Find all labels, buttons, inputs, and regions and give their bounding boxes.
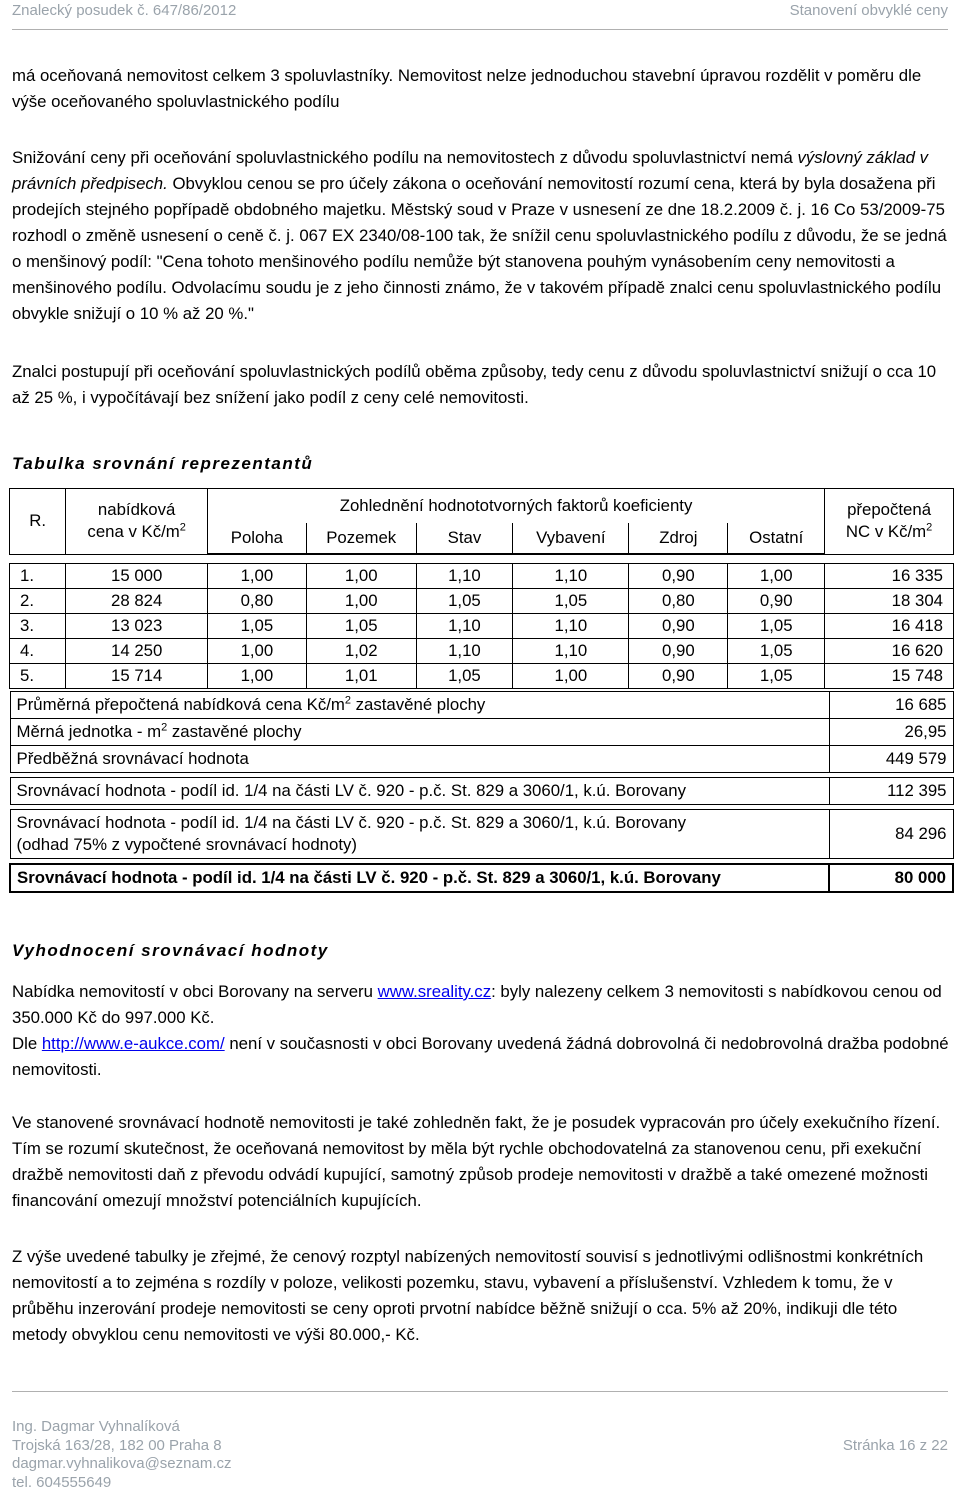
evaluation-paragraph-2 xyxy=(12,1031,950,1083)
recalc-header-line2: NC v Kč/m xyxy=(846,522,926,541)
unit-label xyxy=(10,719,829,746)
cell-pozemek: 1,05 xyxy=(306,614,416,639)
offer-header-sup: 2 xyxy=(180,522,186,534)
preliminary-label: Předběžná srovnávací hodnota xyxy=(10,746,829,773)
cell-poloha: 1,05 xyxy=(207,614,306,639)
summary-row-average xyxy=(10,692,953,719)
footer-address: Trojská 163/28, 182 00 Praha 8 xyxy=(12,1437,948,1456)
cell-stav: 1,10 xyxy=(416,564,513,589)
unit-label-a: Měrná jednotka - m xyxy=(17,722,162,741)
share-label: Srovnávací hodnota - podíl id. 1/4 na části LV č. 920 - p.č. St. 829 a 3060/1, k.ú. Borovany xyxy=(10,778,829,805)
experts-paragraph: Znalci postupují při oceňování spoluvlastnických podílů oběma způsoby, tedy cenu z důvodu spoluvlastnictví snižují o cca 10 až 25 %, i vypočítávají bez snížení jako podíl z ceny celé nemovitosti. xyxy=(12,359,950,411)
cell-ostatni: 1,00 xyxy=(728,564,825,589)
col-header-vybaveni: Vybavení xyxy=(513,523,629,554)
offer-header-line1: nabídková xyxy=(98,500,175,519)
cell-nc: 18 304 xyxy=(825,589,954,614)
ownership-text-start: Snižování ceny při oceňování spoluvlastnického podílu na nemovitostech z důvodu spoluvlastnictví nemá xyxy=(12,148,793,167)
eval-p2-end: není v současnosti v obci Borovany uvedená žádná dobrovolná či nedobrovolná dražba podobné nemovitosti. xyxy=(12,1034,949,1079)
estimate-label xyxy=(10,810,829,859)
col-header-pozemek: Pozemek xyxy=(306,523,416,554)
page-header xyxy=(12,0,948,28)
col-header-poloha: Poloha xyxy=(207,523,306,554)
recalc-header-sup: 2 xyxy=(926,522,932,534)
evaluation-paragraph-3: Ve stanovené srovnávací hodnotě nemovitosti je také zohledněn fakt, že je posudek vypracován pro účely exekučního řízení. Tím se rozumí skutečnost, že oceňovaná nemovitost by měla být rychle obchodovatelná za stanovenou cenu, při exekuční dražbě nemovitosti daň z převodu odvádí kupující, samotný způsob prodeje nemovitosti v dražbě a také omezené možnosti financování omezují množství potenciálních kupujících. xyxy=(12,1110,950,1214)
col-header-stav: Stav xyxy=(416,523,513,554)
cell-vybaveni: 1,00 xyxy=(513,664,629,689)
table-row xyxy=(10,664,954,689)
table-row xyxy=(10,589,954,614)
header-divider xyxy=(12,29,948,30)
cell-offer: 15 000 xyxy=(66,564,208,589)
cell-ostatni: 1,05 xyxy=(728,664,825,689)
footer-divider xyxy=(12,1391,948,1392)
average-label-b: zastavěné plochy xyxy=(351,695,485,714)
cell-offer: 13 023 xyxy=(66,614,208,639)
recalc-header-line1: přepočtená xyxy=(847,500,931,519)
final-label: Srovnávací hodnota - podíl id. 1/4 na části LV č. 920 - p.č. St. 829 a 3060/1, k.ú. Borovany xyxy=(10,864,829,892)
cell-poloha: 1,00 xyxy=(207,639,306,664)
ownership-text-rest: Obvyklou cenou se pro účely zákona o oceňování nemovitostí rozumí cena, která by byla dosažena při prodejích stejného popřípadě obdobného majetku. Městský soud v Praze v usnesení ze dne 18.2.2009 č. j. 16 Co 53/2009-75 rozhodl o změně usnesení o ceně č. j. 067 EX 2340/08-100 tak, že snížil cenu spoluvlastnického podílu z důvodu, že se jedná o menšinový podíl: "Cena tohoto menšinového podílu nemůže být stanovena pouhým vynásobením ceny nemovitosti a menšinového podílu. Odvolacímu soudu je z jeho činnosti známo, že v takovém případě znalci cenu spoluvlastnického podílu obvykle snižují o 10 % až 20 %." xyxy=(12,174,947,323)
cell-zdroj: 0,90 xyxy=(629,614,728,639)
eval-p2-start: Dle xyxy=(12,1034,42,1053)
ownership-paragraph xyxy=(12,145,950,327)
col-header-recalc xyxy=(825,489,954,555)
cell-r: 3. xyxy=(10,614,66,639)
table-row xyxy=(10,564,954,589)
estimate-label-line2: (odhad 75% z vypočtené srovnávací hodnoty) xyxy=(17,835,358,854)
cell-pozemek: 1,02 xyxy=(306,639,416,664)
cell-zdroj: 0,90 xyxy=(629,564,728,589)
eaukce-link[interactable]: http://www.e-aukce.com/ xyxy=(42,1034,225,1053)
cell-stav: 1,10 xyxy=(416,614,513,639)
cell-vybaveni: 1,10 xyxy=(513,564,629,589)
col-header-zdroj: Zdroj xyxy=(629,523,728,554)
eval-p1-start: Nabídka nemovitostí v obci Borovany na serveru xyxy=(12,982,378,1001)
summary-row-share xyxy=(10,778,953,805)
cell-nc: 16 335 xyxy=(825,564,954,589)
estimate-label-line1: Srovnávací hodnota - podíl id. 1/4 na části LV č. 920 - p.č. St. 829 a 3060/1, k.ú. Borovany xyxy=(17,813,686,832)
summary-row-unit xyxy=(10,719,953,746)
unit-value: 26,95 xyxy=(829,719,953,746)
cell-r: 5. xyxy=(10,664,66,689)
evaluation-title: Vyhodnocení srovnávací hodnoty xyxy=(12,941,329,961)
cell-stav: 1,05 xyxy=(416,664,513,689)
unit-label-b: zastavěné plochy xyxy=(167,722,301,741)
cell-ostatni: 0,90 xyxy=(728,589,825,614)
ownership-text-italic: výslovný základ v právních předpisech. xyxy=(12,148,928,193)
summary-row-preliminary xyxy=(10,746,953,773)
cell-nc: 16 418 xyxy=(825,614,954,639)
header-section-title: Stanovení obvyklé ceny xyxy=(790,2,948,19)
average-label xyxy=(10,692,829,719)
final-value: 80 000 xyxy=(829,864,953,892)
comparison-table-title: Tabulka srovnání reprezentantů xyxy=(12,454,313,474)
cell-vybaveni: 1,05 xyxy=(513,589,629,614)
offer-header-line2: cena v Kč/m xyxy=(87,522,179,541)
cell-r: 4. xyxy=(10,639,66,664)
cell-poloha: 0,80 xyxy=(207,589,306,614)
average-label-a: Průměrná přepočtená nabídková cena Kč/m xyxy=(17,695,345,714)
footer-name: Ing. Dagmar Vyhnalíková xyxy=(12,1418,948,1437)
cell-offer: 14 250 xyxy=(66,639,208,664)
cell-ostatni: 1,05 xyxy=(728,639,825,664)
col-header-offer xyxy=(66,489,208,555)
cell-pozemek: 1,00 xyxy=(306,589,416,614)
cell-poloha: 1,00 xyxy=(207,664,306,689)
header-document-title: Znalecký posudek č. 647/86/2012 xyxy=(12,2,236,19)
footer-email: dagmar.vyhnalikova@seznam.cz xyxy=(12,1455,948,1474)
cell-zdroj: 0,90 xyxy=(629,664,728,689)
cell-vybaveni: 1,10 xyxy=(513,614,629,639)
footer-phone: tel. 604555649 xyxy=(12,1474,948,1492)
preliminary-value: 449 579 xyxy=(829,746,953,773)
average-sup: 2 xyxy=(345,694,351,706)
cell-r: 2. xyxy=(10,589,66,614)
cell-zdroj: 0,90 xyxy=(629,639,728,664)
eval-p1-end: : byly nalezeny celkem 3 nemovitosti s nabídkovou cenou od 350.000 Kč do 997.000 Kč. xyxy=(12,982,942,1027)
share-value: 112 395 xyxy=(829,778,953,805)
cell-pozemek: 1,00 xyxy=(306,564,416,589)
cell-ostatni: 1,05 xyxy=(728,614,825,639)
col-header-factors: Zohlednění hodnototvorných faktorů koeficienty xyxy=(207,489,824,524)
cell-pozemek: 1,01 xyxy=(306,664,416,689)
evaluation-paragraph-4: Z výše uvedené tabulky je zřejmé, že cenový rozptyl nabízených nemovitostí souvisí s jednotlivými odlišnostmi konkrétních nemovitostí a to zejména s rozdíly v poloze, velikosti pozemku, stavu, vybavení a příslušenství. Vzhledem k tomu, že v průběhu inzerování prodeje nemovitosti se ceny oproti prvotní nabídce běžně snižují o cca. 5% až 20%, indikuji dle této metody obvyklou cenu nemovitosti ve výši 80.000,- Kč. xyxy=(12,1244,950,1348)
table-row xyxy=(10,614,954,639)
cell-stav: 1,05 xyxy=(416,589,513,614)
average-value: 16 685 xyxy=(829,692,953,719)
cell-zdroj: 0,80 xyxy=(629,589,728,614)
footer-page-number: Stránka 16 z 22 xyxy=(843,1437,948,1456)
cell-poloha: 1,00 xyxy=(207,564,306,589)
cell-offer: 28 824 xyxy=(66,589,208,614)
col-header-ostatni: Ostatní xyxy=(728,523,825,554)
cell-offer: 15 714 xyxy=(66,664,208,689)
sreality-link[interactable]: www.sreality.cz xyxy=(378,982,491,1001)
summary-table xyxy=(9,691,954,893)
comparison-table xyxy=(9,488,954,689)
summary-row-final xyxy=(10,864,953,892)
col-header-r: R. xyxy=(10,489,66,555)
unit-sup: 2 xyxy=(161,721,167,733)
table-row xyxy=(10,639,954,664)
estimate-value: 84 296 xyxy=(829,810,953,859)
cell-nc: 16 620 xyxy=(825,639,954,664)
page-footer xyxy=(12,1418,948,1492)
evaluation-paragraph-1 xyxy=(12,979,950,1031)
cell-nc: 15 748 xyxy=(825,664,954,689)
cell-stav: 1,10 xyxy=(416,639,513,664)
cell-r: 1. xyxy=(10,564,66,589)
table-spacer xyxy=(10,554,954,564)
intro-paragraph: má oceňovaná nemovitost celkem 3 spoluvlastníky. Nemovitost nelze jednoduchou stavební úpravou rozdělit v poměru dle výše oceňovaného spoluvlastnického podílu xyxy=(12,63,950,115)
cell-vybaveni: 1,10 xyxy=(513,639,629,664)
summary-row-estimate xyxy=(10,810,953,859)
